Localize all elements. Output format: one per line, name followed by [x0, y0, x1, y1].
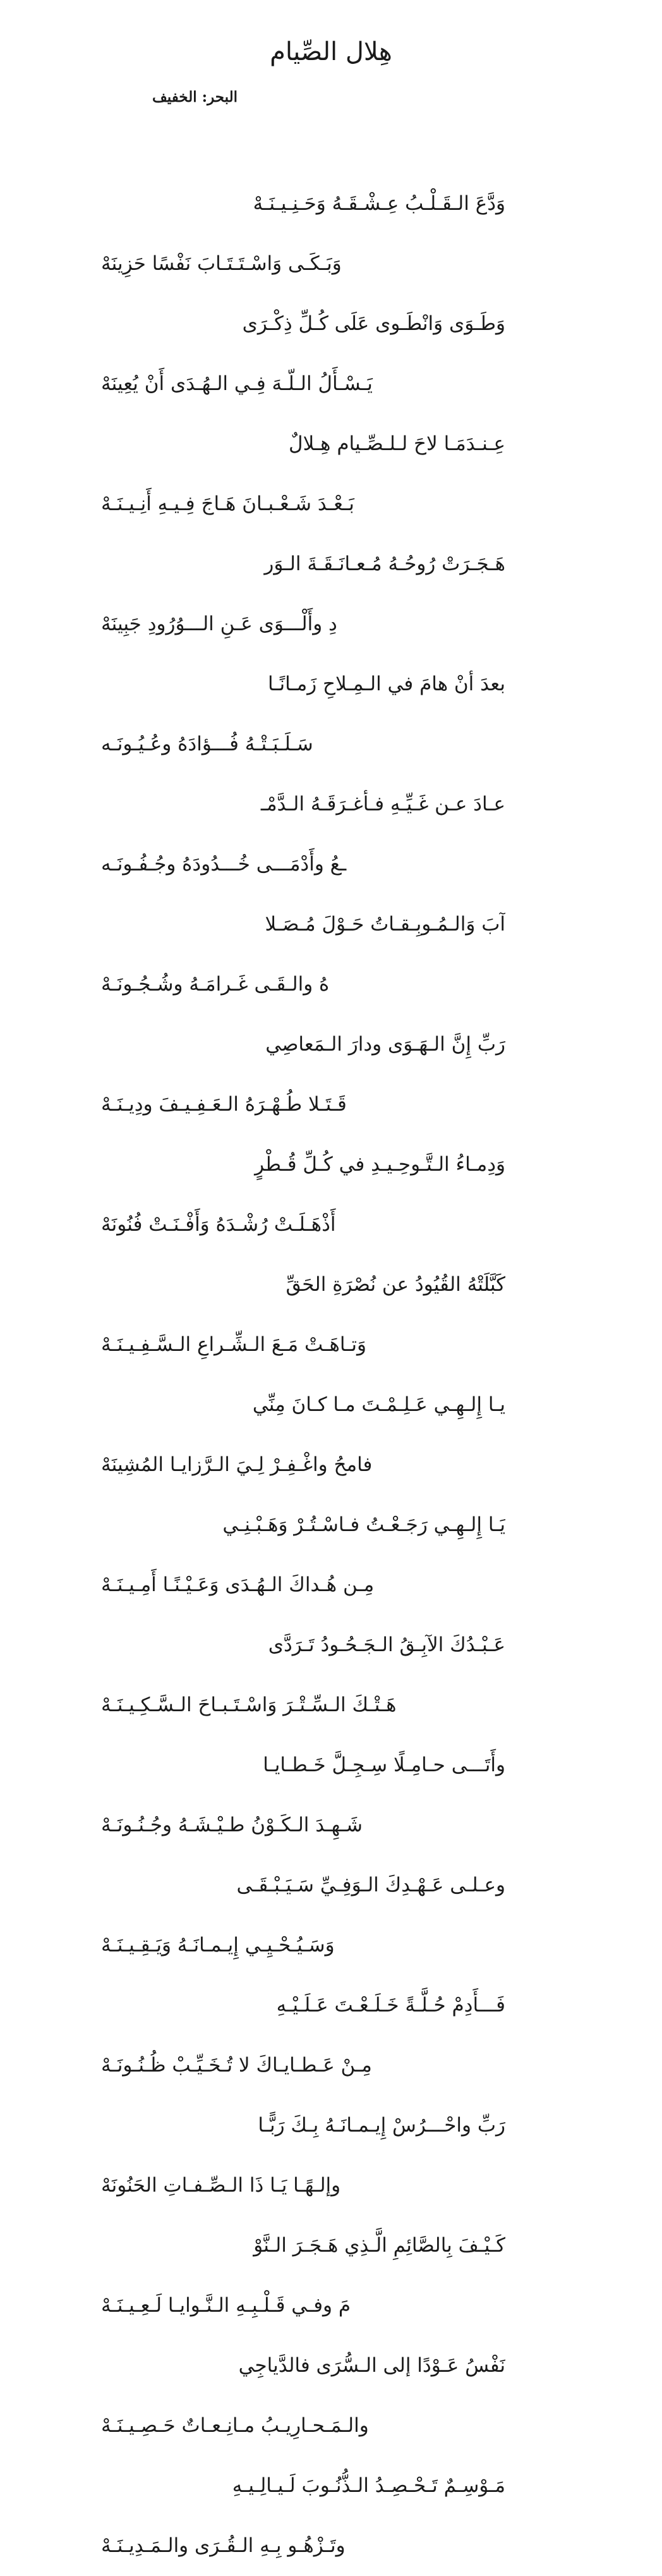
verse-line: كَبَّلَتْهُ القُيُودُ عن نُصْرَةِ الحَقِّ — [286, 1273, 505, 1296]
verse-line: عَـبْـدُكَ الآبِـقُ الـجَـحُـودُ تَـرَدَّى — [268, 1633, 505, 1656]
verse-line: وَسَـيُـحْـيِـي إِيـمـانَـهُ وَيَـقِـيـنَـهْ — [101, 1934, 335, 1956]
verse-line: وَدَّعَ الـقَـلْـبُ عِـشْـقَـهُ وَحَـنِـيـنَـهْ — [253, 192, 505, 215]
verse-line: شَـهِـدَ الـكَـوْنُ طـيْـشَـهُ وجُـنُـونَـهْ — [101, 1814, 363, 1836]
verse-line: مِـن هُـداكَ الـهُـدَى وَعَـيْـنًـا أَمِـيـنَـهْ — [101, 1573, 375, 1596]
verse-line: يـا إِلـهِـي عَـلِـمْـتَ مـا كـانَ مِنِّي — [252, 1393, 505, 1416]
verse-line: هُ والـقَـى غَـرامَـهُ وشُـجُـونَـهْ — [101, 973, 330, 996]
verse-line: هَـتْـكَ الـسِّـتْـرَ وَاسْـتَـبـاحَ الـسَّـكِـيـنَـهْ — [101, 1694, 397, 1716]
verse-line: هَـجَـرَتْ رُوحُـهُ مُـعـانَـقَـةَ الـوَر — [264, 552, 505, 575]
verse-line: فامحُ واغْـفِـرْ لِـيَ الـرَّزايـا المُشِينَهْ — [101, 1453, 373, 1476]
verse-line: دِ وأَلْـــوَى عَـنِ الـــوُرُودِ جَبِينَهْ — [101, 613, 337, 635]
verse-line: وأَتَـــى حـامِـلًا سِـجِـلَّ خَـطـايـا — [263, 1754, 505, 1776]
verse-line: نَفْسُ عَـوْدًا إلى الـسُّرَى فالدَّياجِي — [238, 2354, 505, 2377]
verse-line: قَـتَـلا طُـهْـرَهُ الـعَـفِـيـفَ ودِيـنَـهْ — [101, 1093, 347, 1116]
verse-line: بَـعْـدَ شَـعْـبـانَ هَـاجَ فِـيـهِ أَنِـيـنَـهْ — [101, 492, 354, 515]
verse-line: وتَـزْهُـو بِـهِ الـقُـرَى والـمَـدِيـنَـهْ — [101, 2534, 346, 2557]
verse-line: رَبِّ إِنَّ الـهَـوَى ودارَ الـمَعاصِي — [265, 1033, 505, 1056]
verse-line: ـعُ وأَدْمَـــى خُـــدُودَهُ وجُـفُـونَـه — [101, 853, 347, 876]
verse-line: وَطَـوَى وَانْطَـوى عَلَى كُـلِّ ذِكْـرَى — [242, 312, 505, 335]
verse-line: أَذْهَـلَـتْ رُشْـدَهُ وَأَفْـنَـتْ فُنُونَهْ — [101, 1213, 336, 1236]
verse-line: رَبِّ واحْـــرُسْ إِيـمـانَـهُ بِـكَ رَبًّـا — [258, 2114, 505, 2137]
verse-line: مَ وفـي قَـلْـبِـهِ الـنَّـوايـا لَـعِـيـنَـهْ — [101, 2294, 351, 2317]
verse-line: وعـلـى عَـهْـدِكَ الـوَفِـيِّ سَـيَـبْـقَـى — [236, 1874, 505, 1896]
verse-line: وإلـهًـا يَـا ذَا الـصِّـفـاتِ الحَنُونَهْ — [101, 2174, 341, 2197]
verse-line: وَدِمـاءُ الـتَّـوحِـيـدِ في كُـلِّ قُـطْرٍ — [255, 1153, 505, 1176]
verse-line: يَـا إِلـهِـي رَجَـعْـتُ فـاسْـتُـرْ وَهَـبْـنِـي — [222, 1513, 505, 1536]
verse-line: فَـــأَدِمْ حُـلَّـةً خَـلَـعْـتَ عَـلَـيْـهِ — [276, 1994, 505, 2017]
verse-line: عـادَ عـن غَـيِّـهِ فـأغـرَقَـهُ الـدَّمْـ — [260, 793, 505, 815]
verse-line: والـمَـحـارِيـبُ مـانِـعـاتٌ حَـصِـيـنَـهْ — [101, 2414, 369, 2437]
verse-line: مَـوْسِـمٌ تَـحْـصِـدُ الـذُّنُـوبَ لَـيـالِـيـهِ — [232, 2474, 505, 2497]
verse-line: يَـسْـأَلُ الـلّـهَ فِـي الـهُـدَى أَنْ يُعِينَهْ — [101, 372, 373, 395]
poetic-meter-label: البحر: الخفيف — [152, 89, 238, 106]
poem-body — [101, 174, 505, 2576]
verse-line: آبَ وَالـمُـوبِـقـاتُ حَـوْلَ مُـصَـلا — [265, 913, 505, 936]
verse-line: سَـلَـبَـتْـهُ فُـــؤادَهُ وعُـيُـونَـه — [101, 733, 313, 755]
verse-line: مِـنْ عَـطـايـاكَ لا تُـخَـيِّـبْ ظُـنُـونَـهْ — [101, 2054, 372, 2077]
verse-line: وَبَـكَـى وَاسْـتَـتَـابَ نَفْسًا حَزِينَهْ — [101, 252, 342, 275]
verse-line: بعدَ أنْ هامَ في الـمِـلاحِ زَمـانًـا — [267, 673, 505, 695]
poem-title: هِلال الصِّيام — [270, 37, 392, 66]
verse-line: عِـنـدَمَـا لاحَ لـلـصِّـيام هِـلالٌ — [289, 432, 505, 455]
verse-line: كَـيْـفَ بِالصَّائِمِ الَّـذِي هَـجَـرَ الـنَّوْ — [253, 2234, 505, 2257]
verse-line: وَتـاهَـتْ مَـعَ الـشِّـراعِ الـسَّـفِـيـنَـهْ — [101, 1333, 366, 1356]
